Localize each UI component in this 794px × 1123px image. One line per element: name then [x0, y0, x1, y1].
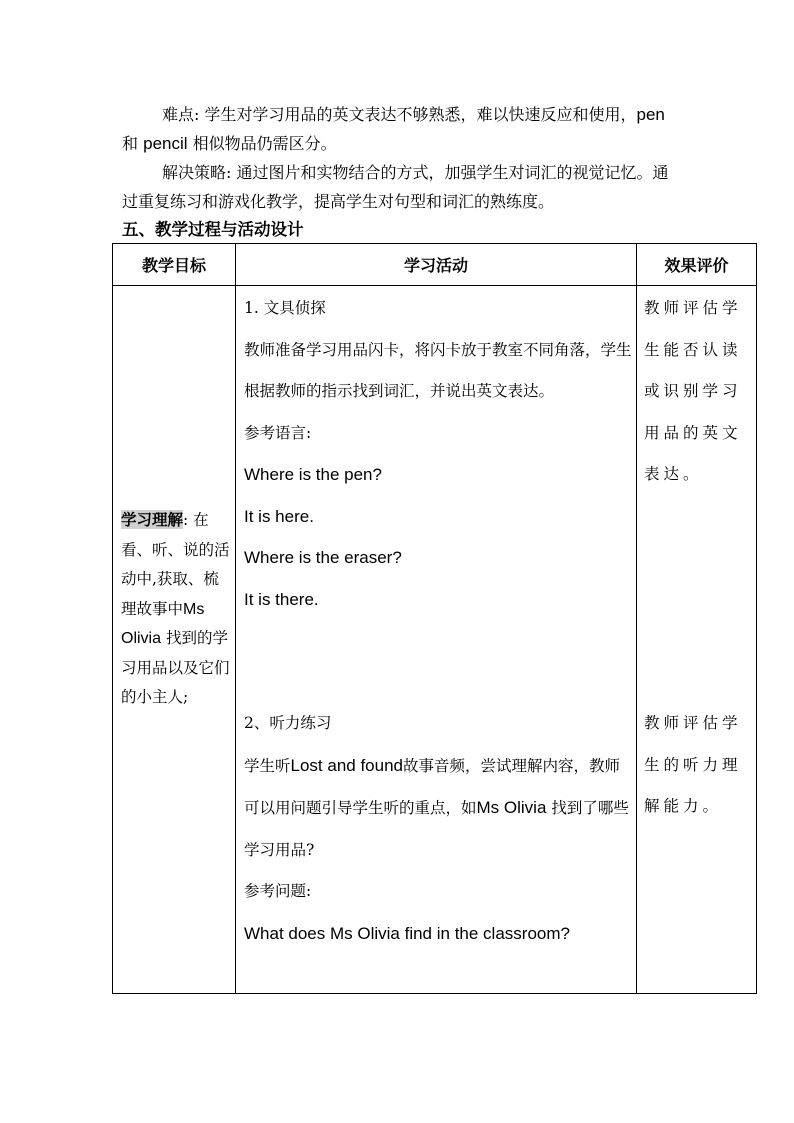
activity-1-description: 教师准备学习用品闪卡，将闪卡放于教室不同角落，学生根据教师的指示找到词汇，并说出英文表达。 — [244, 340, 632, 400]
goal-text: 学习理解: 在看、听、说的活动中,获取、梳理故事中Ms Olivia 找到的学习用品以及它们的小主人; — [121, 510, 230, 706]
activity-1-line: It is there. — [244, 589, 319, 609]
activity-1-line: Where is the pen? — [244, 465, 382, 484]
goal-name: Ms Olivia — [121, 600, 205, 647]
header-activity: 学习活动 — [236, 244, 637, 286]
section-title: 五、教学过程与活动设计 — [122, 220, 304, 239]
activity-2-description: 学生听Lost and found故事音频，尝试理解内容，教师可以用问题引导学生听的重点，如Ms Olivia 找到了哪些学习用品? — [244, 755, 629, 859]
header-goal: 教学目标 — [113, 244, 236, 286]
difficulty-paragraph: 难点: 学生对学习用品的英文表达不够熟悉，难以快速反应和使用，pen 和 pencil 相似物品仍需区分。 — [122, 105, 665, 153]
header-evaluation: 效果评价 — [637, 244, 757, 286]
activity-1-title: 1. 文具侦探 — [244, 299, 326, 317]
evaluation-1: 教师评估学生能否认读或识别学习用品的英文表达。 — [644, 299, 742, 483]
evaluation-2: 教师评估学生的听力理解能力。 — [644, 714, 742, 815]
activity-2 — [244, 703, 634, 954]
activity-2-question: What does Ms Olivia find in the classroom? — [244, 923, 570, 943]
activity-1-line: Where is the eraser? — [244, 548, 402, 567]
activity-2-ref-label: 参考问题: — [244, 882, 312, 900]
activity-1-ref-label: 参考语言: — [244, 423, 312, 442]
goal-highlight: 学习理解 — [121, 510, 184, 529]
activity-1-line: It is here. — [244, 506, 314, 526]
activity-1 — [244, 288, 634, 620]
activity-2-title: 2、听力练习 — [244, 714, 332, 732]
strategy-paragraph: 解决策略: 通过图片和实物结合的方式，加强学生对词汇的视觉记忆。通过重复练习和游戏化教学，提高学生对句型和词汇的熟练度。 — [122, 163, 669, 211]
